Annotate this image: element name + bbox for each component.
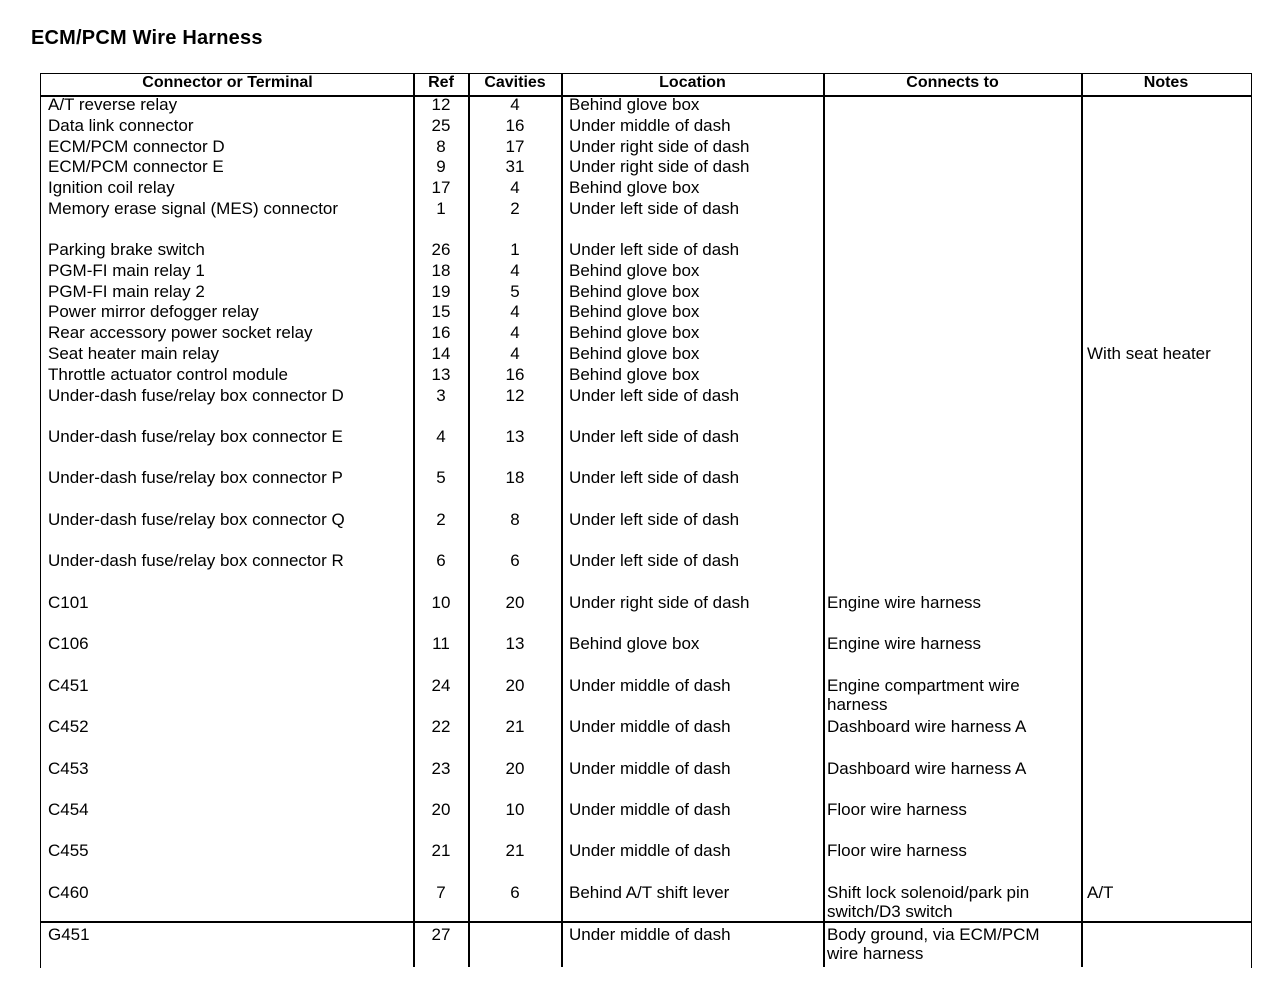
connector-name: G451	[48, 925, 90, 944]
location: Behind glove box	[569, 344, 700, 363]
ref-number: 8	[436, 137, 446, 156]
notes: With seat heater	[1087, 344, 1211, 363]
location: Under middle of dash	[569, 841, 731, 860]
cavities-count: 4	[510, 95, 520, 114]
connector-name: C452	[48, 717, 89, 736]
cavities-count: 20	[505, 676, 525, 695]
location: Under middle of dash	[569, 717, 731, 736]
cavities-count: 4	[510, 344, 520, 363]
ref-number: 23	[431, 759, 451, 778]
connector-name: Throttle actuator control module	[48, 365, 289, 384]
location: Under middle of dash	[569, 116, 731, 135]
ref-number: 20	[431, 800, 451, 819]
connector-name: C454	[48, 800, 89, 819]
cavities-count: 5	[510, 282, 520, 301]
ref-number: 1	[436, 199, 446, 218]
connector-name: Under-dash fuse/relay box connector D	[48, 386, 344, 405]
connector-name: C453	[48, 759, 89, 778]
connects-to: Floor wire harness	[827, 800, 967, 819]
cavities-count: 6	[510, 551, 520, 570]
cavities-count: 31	[505, 157, 525, 176]
connector-name: PGM-FI main relay 1	[48, 261, 205, 280]
location: Behind glove box	[569, 282, 700, 301]
connects-to: Body ground, via ECM/PCM wire harness	[827, 925, 1040, 963]
ref-number: 12	[431, 95, 451, 114]
connects-to: Engine wire harness	[827, 593, 982, 612]
location: Behind glove box	[569, 634, 700, 653]
location: Behind glove box	[569, 365, 700, 384]
ref-number: 17	[431, 178, 451, 197]
ref-number: 19	[431, 282, 451, 301]
cavities-count: 17	[505, 137, 525, 156]
cavities-count: 4	[510, 178, 520, 197]
header-notes: Notes	[1143, 74, 1189, 91]
header-connects: Connects to	[906, 74, 999, 91]
location: Under middle of dash	[569, 676, 731, 695]
ref-number: 9	[436, 157, 446, 176]
ref-number: 13	[431, 365, 451, 384]
connector-name: Under-dash fuse/relay box connector Q	[48, 510, 345, 529]
location: Under middle of dash	[569, 800, 731, 819]
location: Under left side of dash	[569, 510, 740, 529]
location: Under left side of dash	[569, 199, 740, 218]
location: Under left side of dash	[569, 240, 740, 259]
connector-name: Ignition coil relay	[48, 178, 175, 197]
cavities-count: 20	[505, 593, 525, 612]
cavities-count: 16	[505, 116, 525, 135]
location: Behind glove box	[569, 95, 700, 114]
location: Under left side of dash	[569, 551, 740, 570]
location: Under left side of dash	[569, 468, 740, 487]
cavities-count: 21	[505, 841, 525, 860]
ref-number: 27	[431, 925, 451, 944]
cavities-count: 20	[505, 759, 525, 778]
connects-to: Dashboard wire harness A	[827, 717, 1027, 736]
connector-name: Data link connector	[48, 116, 194, 135]
connects-to: Shift lock solenoid/park pin switch/D3 switch	[827, 883, 1030, 921]
location: Under right side of dash	[569, 157, 750, 176]
row-divider	[40, 921, 1251, 923]
ref-number: 22	[431, 717, 451, 736]
cavities-count: 8	[510, 510, 520, 529]
connector-name: Under-dash fuse/relay box connector E	[48, 427, 343, 446]
location: Under left side of dash	[569, 386, 740, 405]
location: Under left side of dash	[569, 427, 740, 446]
location: Under middle of dash	[569, 925, 731, 944]
connects-to: Engine compartment wire harness	[827, 676, 1020, 714]
ref-number: 7	[436, 883, 446, 902]
header-connector: Connector or Terminal	[142, 74, 313, 91]
cavities-count: 4	[510, 261, 520, 280]
location: Behind glove box	[569, 323, 700, 342]
header-cavities: Cavities	[484, 74, 546, 91]
connector-name: PGM-FI main relay 2	[48, 282, 205, 301]
ref-number: 16	[431, 323, 451, 342]
col-divider	[823, 73, 825, 967]
location: Under middle of dash	[569, 759, 731, 778]
ref-number: 6	[436, 551, 446, 570]
ref-number: 15	[431, 302, 451, 321]
connector-name: ECM/PCM connector E	[48, 157, 224, 176]
cavities-count: 12	[505, 386, 525, 405]
cavities-count: 6	[510, 883, 520, 902]
ref-number: 10	[431, 593, 451, 612]
page-title: ECM/PCM Wire Harness	[31, 27, 263, 49]
ref-number: 18	[431, 261, 451, 280]
location: Under right side of dash	[569, 137, 750, 156]
ref-number: 3	[436, 386, 446, 405]
ref-number: 24	[431, 676, 451, 695]
ref-number: 4	[436, 427, 446, 446]
cavities-count: 18	[505, 468, 525, 487]
location: Behind glove box	[569, 178, 700, 197]
ref-number: 2	[436, 510, 446, 529]
ref-number: 5	[436, 468, 446, 487]
connector-name: Under-dash fuse/relay box connector P	[48, 468, 343, 487]
connector-name: C101	[48, 593, 89, 612]
cavities-count: 4	[510, 302, 520, 321]
connector-name: C455	[48, 841, 89, 860]
cavities-count: 16	[505, 365, 525, 384]
header-ref: Ref	[428, 74, 454, 91]
location: Behind glove box	[569, 302, 700, 321]
cavities-count: 13	[505, 427, 525, 446]
connector-name: Under-dash fuse/relay box connector R	[48, 551, 344, 570]
notes: A/T	[1087, 883, 1114, 902]
header-location: Location	[659, 74, 726, 91]
location: Behind glove box	[569, 261, 700, 280]
connector-name: C106	[48, 634, 89, 653]
ref-number: 25	[431, 116, 451, 135]
ref-number: 26	[431, 240, 451, 259]
cavities-count: 1	[510, 240, 520, 259]
connector-name: Rear accessory power socket relay	[48, 323, 313, 342]
cavities-count: 21	[505, 717, 525, 736]
connector-name: Seat heater main relay	[48, 344, 220, 363]
connector-name: ECM/PCM connector D	[48, 137, 225, 156]
connector-name: C460	[48, 883, 89, 902]
ref-number: 11	[432, 634, 450, 653]
connector-name: A/T reverse relay	[48, 95, 178, 114]
cavities-count: 2	[510, 199, 520, 218]
connector-name: C451	[48, 676, 89, 695]
col-divider	[561, 73, 563, 967]
ref-number: 14	[431, 344, 451, 363]
cavities-count: 13	[505, 634, 525, 653]
connector-name: Power mirror defogger relay	[48, 302, 259, 321]
col-divider	[1081, 73, 1083, 967]
location: Under right side of dash	[569, 593, 750, 612]
connects-to: Floor wire harness	[827, 841, 967, 860]
connector-name: Memory erase signal (MES) connector	[48, 199, 339, 218]
connects-to: Dashboard wire harness A	[827, 759, 1027, 778]
cavities-count: 10	[505, 800, 525, 819]
cavities-count: 4	[510, 323, 520, 342]
ref-number: 21	[431, 841, 451, 860]
location: Behind A/T shift lever	[569, 883, 730, 902]
connector-name: Parking brake switch	[48, 240, 205, 259]
connects-to: Engine wire harness	[827, 634, 982, 653]
